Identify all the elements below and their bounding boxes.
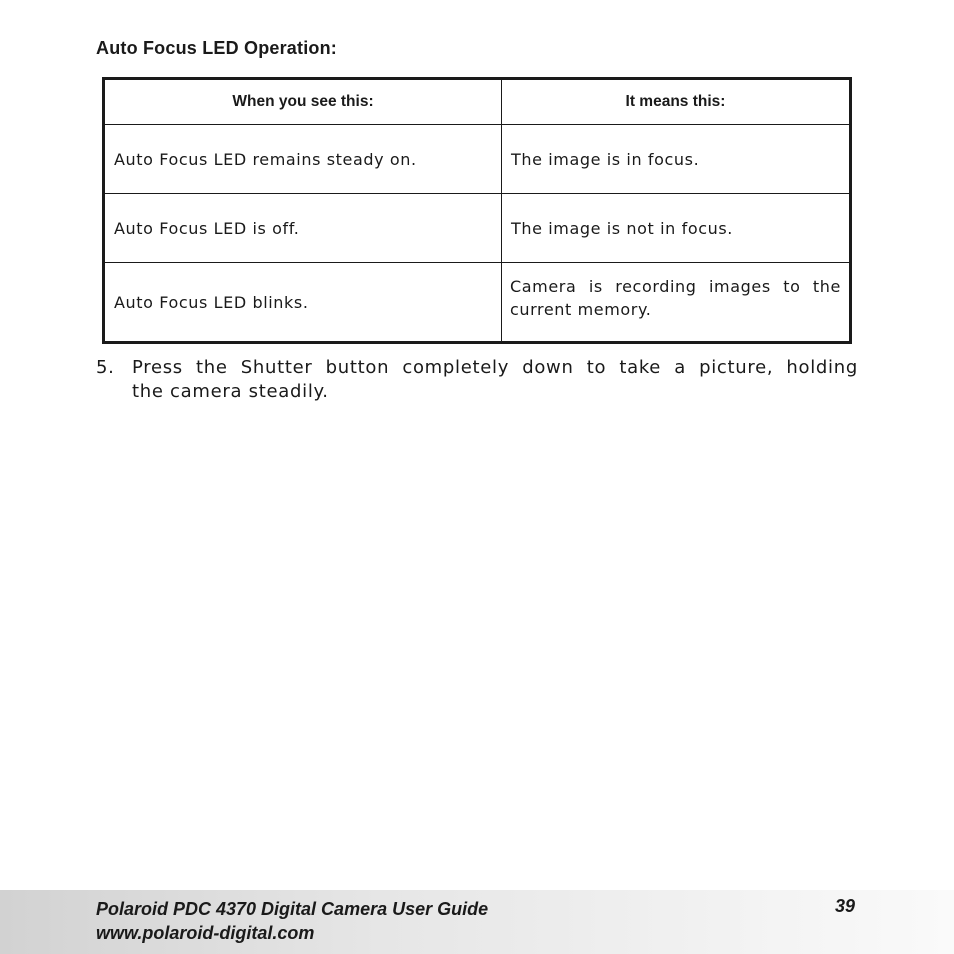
- table-header-when-you-see: When you see this:: [104, 79, 502, 125]
- led-operation-table: [102, 77, 852, 344]
- footer-website-link[interactable]: www.polaroid-digital.com: [96, 923, 315, 943]
- page-footer: [0, 890, 954, 954]
- table-row: [104, 125, 851, 194]
- step-text-line2: the camera steadily.: [132, 381, 329, 402]
- table-cell-indicator: Auto Focus LED blinks.: [104, 263, 502, 343]
- table-cell-indicator: Auto Focus LED is off.: [104, 194, 502, 263]
- section-heading: Auto Focus LED Operation:: [96, 38, 337, 58]
- table-cell-meaning: The image is not in focus.: [502, 194, 851, 263]
- step-first-line: [96, 356, 858, 380]
- table-header-row: [104, 79, 851, 125]
- table-header-it-means: It means this:: [502, 79, 851, 125]
- step-text-line1: Press the Shutter button completely down to take a picture, holding: [132, 357, 858, 378]
- table-row: [104, 194, 851, 263]
- step-number: 5.: [96, 357, 115, 378]
- table-row: [104, 263, 851, 343]
- page-number: 39: [835, 896, 856, 916]
- table-cell-meaning: Camera is recording images to the current memory.: [502, 263, 851, 343]
- table-cell-indicator: Auto Focus LED remains steady on.: [104, 125, 502, 194]
- instruction-step: [96, 356, 858, 404]
- table-cell-meaning: The image is in focus.: [502, 125, 851, 194]
- footer-guide-title: Polaroid PDC 4370 Digital Camera User Guide: [96, 899, 489, 919]
